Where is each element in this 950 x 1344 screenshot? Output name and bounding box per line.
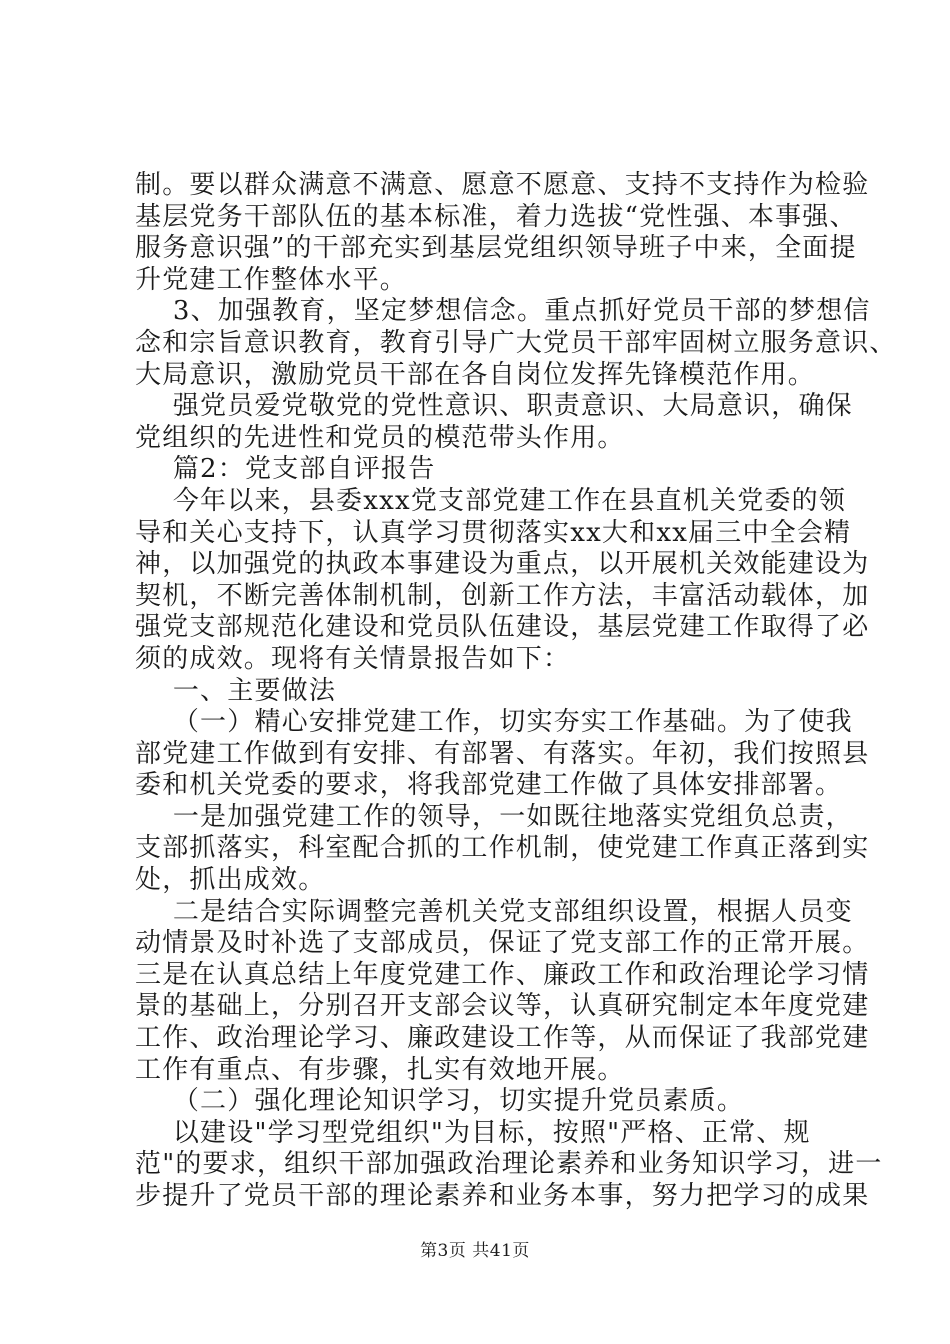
text-line: 须的成效。现将有关情景报告如下：: [135, 643, 571, 674]
text-line: 步提升了党员干部的理论素养和业务本事，努力把学习的成果: [135, 1181, 870, 1211]
text-line: 动情景及时补选了支部成员，保证了党支部工作的正常开展。: [135, 928, 870, 959]
text-line: 3、加强教育，坚定梦想信念。重点抓好党员干部的梦想信: [135, 296, 871, 327]
text-line: 导和关心支持下，认真学习贯彻落实xx大和xx届三中全会精: [135, 517, 852, 548]
text-line: 委和机关党委的要求，将我部党建工作做了具体安排部署。: [135, 770, 843, 801]
text-line: 一是加强党建工作的领导，一如既往地落实党组负总责，: [135, 801, 853, 832]
text-line: 一、主要做法: [135, 675, 337, 706]
text-line: 二是结合实际调整完善机关党支部组织设置，根据人员变: [135, 896, 853, 927]
text-line: 三是在认真总结上年度党建工作、廉政工作和政治理论学习情: [135, 959, 870, 990]
text-line: 契机，不断完善体制机制，创新工作方法，丰富活动载体，加: [135, 580, 870, 611]
text-line: 基层党务干部队伍的基本标准，着力选拔“党性强、本事强、: [135, 201, 857, 232]
text-line: 工作有重点、有步骤，扎实有效地开展。: [135, 1054, 625, 1085]
text-line: 升党建工作整体水平。: [135, 264, 408, 295]
text-line: 处，抓出成效。: [135, 865, 326, 896]
text-line: 今年以来，县委xxx党支部党建工作在县直机关党委的领: [135, 485, 847, 516]
text-line: （一）精心安排党建工作，切实夯实工作基础。为了使我: [135, 707, 853, 738]
text-line: 工作、政治理论学习、廉政建设工作等，从而保证了我部党建: [135, 1023, 870, 1054]
text-line: 支部抓落实，科室配合抓的工作机制，使党建工作真正落到实: [135, 833, 870, 864]
text-line: 篇2：党支部自评报告: [135, 454, 436, 485]
page-footer: 第3页 共41页: [420, 1241, 530, 1261]
text-line: 以建设"学习型党组织"为目标，按照"严格、正常、规: [135, 1117, 811, 1148]
text-line: 强党支部规范化建设和党员队伍建设，基层党建工作取得了必: [135, 612, 870, 643]
text-line: 范"的要求，组织干部加强政治理论素养和业务知识学习，进一: [135, 1149, 883, 1180]
text-line: 念和宗旨意识教育，教育引导广大党员干部牢固树立服务意识、: [135, 327, 897, 358]
text-line: 党组织的先进性和党员的模范带头作用。: [135, 422, 625, 453]
text-line: 大局意识，激励党员干部在各自岗位发挥先锋模范作用。: [135, 359, 816, 390]
text-line: （二）强化理论知识学习，切实提升党员素质。: [135, 1086, 745, 1117]
text-line: 制。要以群众满意不满意、愿意不愿意、支持不支持作为检验: [135, 170, 870, 200]
text-line: 强党员爱党敬党的党性意识、职责意识、大局意识，确保: [135, 391, 853, 422]
document-body: [135, 170, 897, 1213]
text-line: 神，以加强党的执政本事建设为重点，以开展机关效能建设为: [135, 549, 870, 580]
text-line: 服务意识强”的干部充实到基层党组织领导班子中来，全面提: [135, 233, 857, 264]
text-line: 景的基础上，分别召开支部会议等，认真研究制定本年度党建: [135, 991, 870, 1022]
text-line: 部党建工作做到有安排、有部署、有落实。年初，我们按照县: [135, 738, 870, 769]
